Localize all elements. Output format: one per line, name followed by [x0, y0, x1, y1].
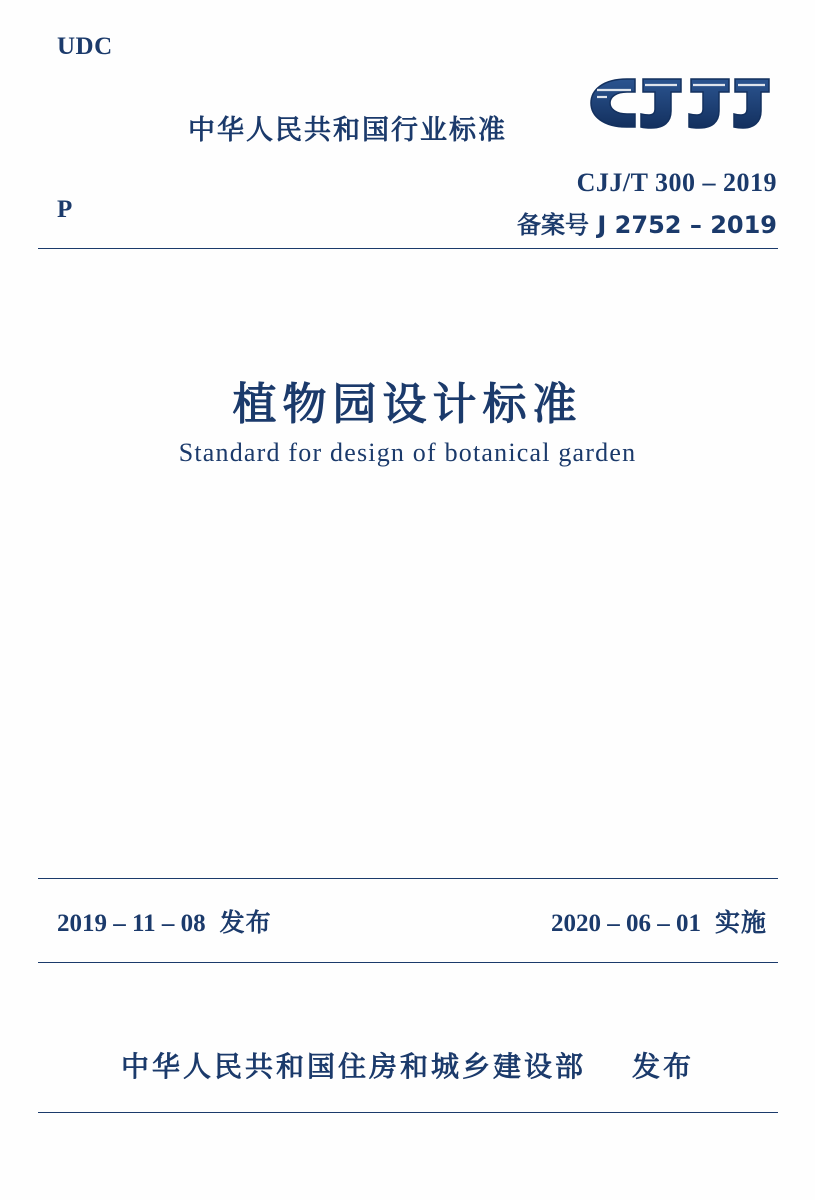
divider-dates-bottom — [38, 962, 778, 963]
standard-code: CJJ/T 300 – 2019 — [576, 168, 777, 197]
document-title-cn: 植物园设计标准 — [232, 379, 583, 430]
publisher-action: 发布 — [632, 1050, 695, 1083]
effective-label: 实施 — [714, 908, 767, 937]
national-standard-line: 中华人民共和国行业标准 — [188, 115, 507, 146]
record-number: 备案号 J 2752 – 2019 — [517, 211, 777, 239]
effective-date-group — [551, 903, 767, 939]
issue-date: 2019 – 11 – 08 — [57, 910, 206, 937]
divider-top — [38, 248, 778, 249]
divider-dates-top — [38, 878, 778, 879]
effective-date: 2020 – 06 – 01 — [550, 910, 701, 937]
divider-footer — [38, 1112, 778, 1113]
classification-mark: P — [57, 196, 73, 223]
cjj-logo-icon — [583, 70, 773, 136]
publisher-line — [0, 1045, 815, 1085]
document-title-en: Standard for design of botanical garden — [178, 438, 637, 467]
issue-label: 发布 — [219, 908, 272, 937]
udc-label: UDC — [57, 33, 113, 60]
publisher-name: 中华人民共和国住房和城乡建设部 — [120, 1050, 586, 1083]
issue-date-group — [57, 903, 272, 939]
